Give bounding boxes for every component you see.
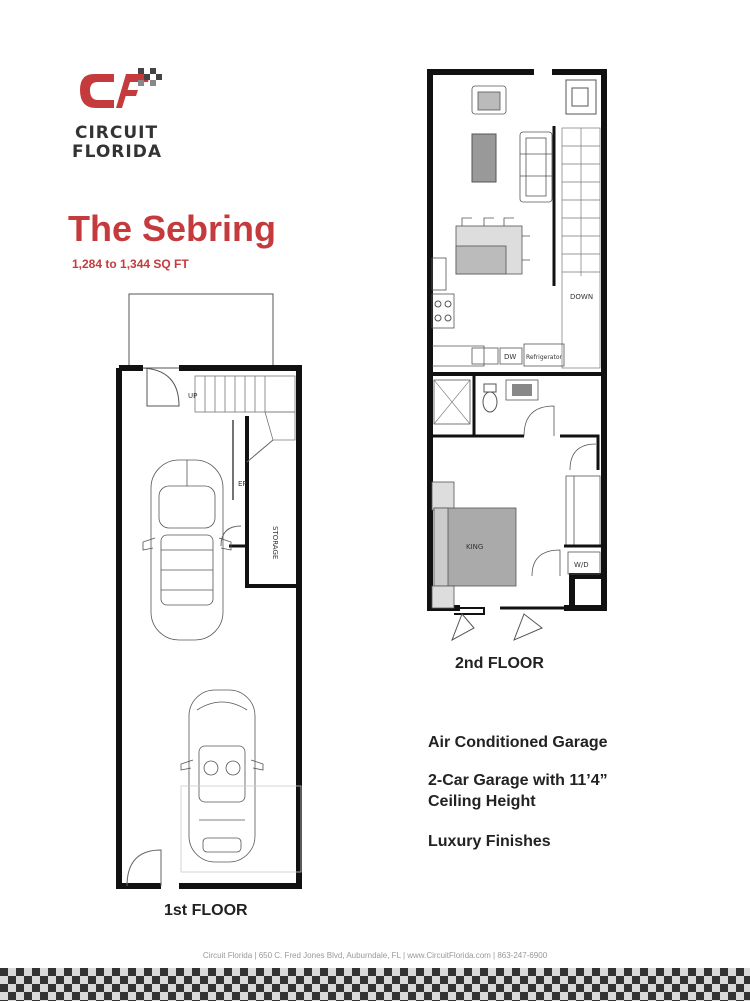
armchair-icon (472, 86, 506, 114)
first-floor-plan (113, 290, 313, 890)
dresser-icon (432, 482, 454, 510)
checkered-footer-band (0, 968, 750, 1001)
sofa-icon (520, 132, 552, 202)
second-floor-stairs (562, 128, 600, 368)
convertible-car-icon (181, 690, 301, 872)
label-king: KING (466, 543, 484, 551)
first-floor-label: 1st FLOOR (164, 902, 248, 919)
kitchen-island-icon (456, 218, 530, 274)
label-ep: EP (238, 480, 247, 488)
stove-icon (432, 294, 454, 328)
feature-ac-garage: Air Conditioned Garage (428, 734, 608, 751)
label-down: DOWN (570, 293, 594, 301)
suv-car-icon (143, 460, 231, 640)
toilet-icon (483, 392, 497, 412)
second-floor-plan (424, 66, 624, 646)
fireplace-icon (566, 80, 596, 114)
brand-line-2: FLORIDA (72, 142, 162, 162)
model-sqft: 1,284 to 1,344 SQ FT (72, 257, 189, 271)
closet-icon (566, 476, 600, 546)
feature-2car-garage: 2-Car Garage with 11’4” (428, 772, 608, 789)
brand-logo (72, 68, 172, 163)
second-floor-label: 2nd FLOOR (455, 655, 544, 672)
feature-ceiling-height: Ceiling Height (428, 793, 536, 810)
label-wd: W/D (574, 561, 589, 569)
label-storage: STORAGE (271, 526, 279, 560)
brand-line-1: CIRCUIT (75, 123, 159, 143)
label-refrigerator: Refrigerator (526, 354, 562, 361)
model-title: The Sebring (68, 208, 277, 249)
footer-contact: Circuit Florida | 650 C. Fred Jones Blvd, Auburndale, FL | www.CircuitFlorida.com | 863-247-6900 (202, 951, 548, 960)
sink-icon (472, 348, 498, 364)
label-dw: DW (504, 353, 517, 361)
coffee-table-icon (472, 134, 496, 182)
circuit-florida-logo-icon (72, 68, 172, 118)
feature-luxury-finishes: Luxury Finishes (428, 833, 551, 850)
label-up: UP (188, 392, 198, 400)
